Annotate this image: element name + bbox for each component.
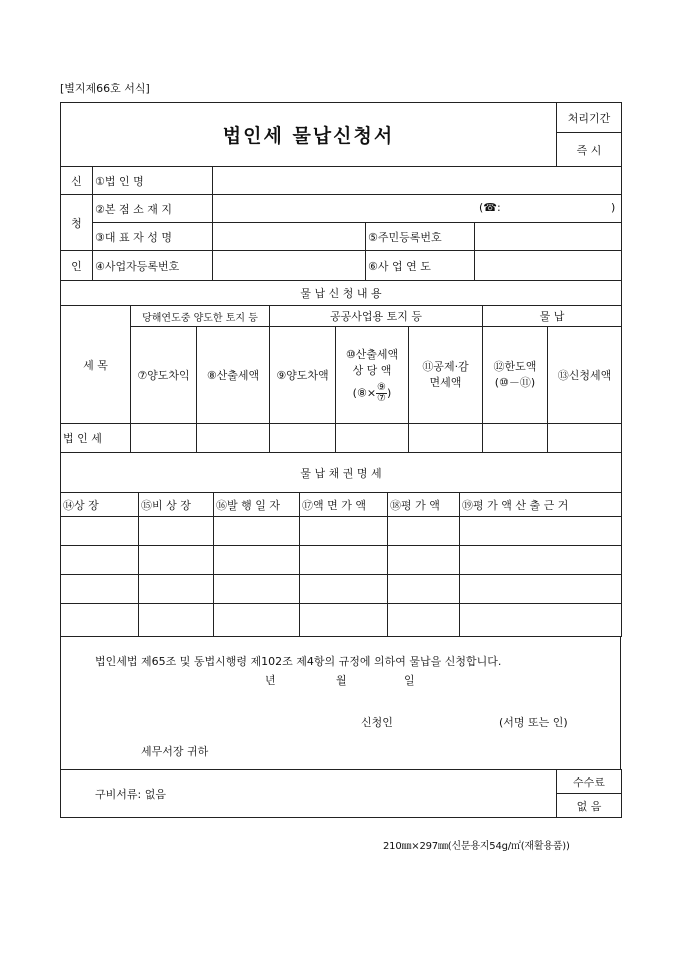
phone-close-paren: ) (611, 201, 616, 214)
formula-denominator: ⑦ (377, 392, 387, 404)
equivalent-tax-cell[interactable] (336, 424, 409, 453)
bond-cell[interactable] (139, 575, 214, 604)
application-form (60, 102, 621, 818)
public-land-group-header: 공공사업용 토지 등 (270, 306, 483, 327)
date-year-label: 년 (265, 674, 276, 687)
bond-row (61, 575, 622, 604)
face-value-header: ⑰액 면 가 액 (300, 493, 388, 517)
bond-cell[interactable] (300, 575, 388, 604)
bond-cell[interactable] (388, 546, 460, 575)
phone-open-paren: ( (479, 201, 484, 214)
formula-fraction (376, 383, 387, 404)
deduction-line2: 면세액 (429, 376, 462, 389)
bond-cell[interactable] (460, 575, 622, 604)
paper-spec-footer: 210㎜×297㎜(신문용지54g/㎡(재활용품)) (383, 841, 570, 852)
phone-field (479, 201, 501, 214)
applicant-signature-label: 신청인 (361, 716, 393, 729)
bond-cell[interactable] (214, 604, 300, 637)
transferred-land-group-header: 당해연도중 양도한 토지 등 (131, 306, 270, 327)
header-table (60, 102, 622, 167)
bond-cell[interactable] (214, 575, 300, 604)
in-kind-payment-group-header: 물 납 (483, 306, 622, 327)
equivalent-tax-header (336, 327, 409, 424)
bond-row (61, 546, 622, 575)
listed-header: ⑭상 장 (61, 493, 139, 517)
date-day-label: 일 (404, 674, 415, 687)
transfer-difference-cell[interactable] (270, 424, 336, 453)
date-month-label: 월 (336, 674, 347, 687)
processing-period-label: 처리기간 (557, 103, 622, 133)
bond-cell[interactable] (460, 517, 622, 546)
bond-cell[interactable] (139, 604, 214, 637)
form-title: 법인세 물납신청서 (61, 103, 557, 167)
hq-address-value[interactable] (213, 195, 622, 223)
phone-colon: : (497, 201, 501, 214)
applicant-side-label-2: 청 (61, 195, 93, 251)
processing-period-value: 즉 시 (557, 133, 622, 167)
business-year-label: ⑥사 업 연 도 (366, 251, 475, 281)
issue-date-header: ⑯발 행 일 자 (214, 493, 300, 517)
request-section-title: 물 납 신 청 내 용 (61, 281, 622, 306)
bond-cell[interactable] (388, 604, 460, 637)
formula-close: ) (387, 386, 392, 399)
applicant-table (60, 166, 622, 281)
limit-line2: (⑩－⑪) (494, 376, 536, 389)
deduction-line1: ⑪공제·감 (422, 360, 469, 373)
limit-amount-cell[interactable] (483, 424, 548, 453)
bond-cell[interactable] (388, 575, 460, 604)
bond-cell[interactable] (61, 604, 139, 637)
fee-label: 수수료 (557, 770, 622, 794)
formula-numerator: ⑨ (377, 381, 387, 393)
bond-table (60, 452, 622, 637)
bond-cell[interactable] (214, 517, 300, 546)
unlisted-header: ⑮비 상 장 (139, 493, 214, 517)
bond-cell[interactable] (139, 546, 214, 575)
computed-tax-cell[interactable] (197, 424, 270, 453)
bond-cell[interactable] (388, 517, 460, 546)
bond-cell[interactable] (61, 575, 139, 604)
statement-box (61, 637, 621, 770)
limit-amount-header (483, 327, 548, 424)
representative-value[interactable] (213, 223, 366, 251)
bond-cell[interactable] (460, 546, 622, 575)
bond-cell[interactable] (300, 546, 388, 575)
form-number-label: [별지제66호 서식] (60, 82, 150, 95)
applicant-side-label-3: 인 (61, 251, 93, 281)
attachments-table (60, 769, 622, 818)
phone-icon: ☎ (483, 201, 497, 214)
representative-label: ③대 표 자 성 명 (93, 223, 213, 251)
required-documents: 구비서류: 없음 (61, 770, 557, 818)
recipient-label: 세무서장 귀하 (141, 745, 209, 758)
transfer-difference-header: ⑨양도차액 (270, 327, 336, 424)
signature-placeholder: (서명 또는 인) (499, 716, 568, 729)
hq-address-label: ②본 점 소 재 지 (93, 195, 213, 223)
bond-section-title: 물 납 채 권 명 세 (61, 453, 622, 493)
transfer-gain-cell[interactable] (131, 424, 197, 453)
bond-row (61, 604, 622, 637)
equivalent-tax-line1: ⑩산출세액 (345, 347, 399, 361)
bond-cell[interactable] (300, 604, 388, 637)
bond-cell[interactable] (214, 546, 300, 575)
business-no-label: ④사업자등록번호 (93, 251, 213, 281)
transfer-gain-header: ⑦양도차익 (131, 327, 197, 424)
corp-name-label: ①법 인 명 (93, 167, 213, 195)
deduction-header (409, 327, 483, 424)
tax-item-header: 세 목 (61, 306, 131, 424)
requested-tax-header: ⑬신청세액 (548, 327, 622, 424)
resident-no-label: ⑤주민등록번호 (366, 223, 475, 251)
equivalent-tax-formula (338, 383, 406, 404)
valuation-basis-header: ⑲평 가 액 산 출 근 거 (460, 493, 622, 517)
resident-no-value[interactable] (475, 223, 622, 251)
fee-value: 없 음 (557, 794, 622, 818)
corporate-tax-row-label: 법 인 세 (61, 424, 131, 453)
business-no-value[interactable] (213, 251, 366, 281)
business-year-value[interactable] (475, 251, 622, 281)
limit-line1: ⑫한도액 (493, 360, 537, 373)
bond-cell[interactable] (61, 546, 139, 575)
requested-tax-cell[interactable] (548, 424, 622, 453)
request-table (60, 280, 622, 453)
bond-cell[interactable] (61, 517, 139, 546)
applicant-side-label-1: 신 (61, 167, 93, 195)
deduction-cell[interactable] (409, 424, 483, 453)
statement-table (60, 636, 621, 770)
statement-text: 법인세법 제65조 및 동법시행령 제102조 제4항의 규정에 의하여 물납을 신청합니다. (95, 655, 502, 668)
bond-cell[interactable] (460, 604, 622, 637)
formula-open: (⑧× (352, 386, 377, 399)
computed-tax-header: ⑧산출세액 (197, 327, 270, 424)
bond-row (61, 517, 622, 546)
bond-cell[interactable] (139, 517, 214, 546)
valuation-header: ⑱평 가 액 (388, 493, 460, 517)
equivalent-tax-line2: 상 당 액 (352, 363, 392, 377)
bond-cell[interactable] (300, 517, 388, 546)
corp-name-value[interactable] (213, 167, 622, 195)
